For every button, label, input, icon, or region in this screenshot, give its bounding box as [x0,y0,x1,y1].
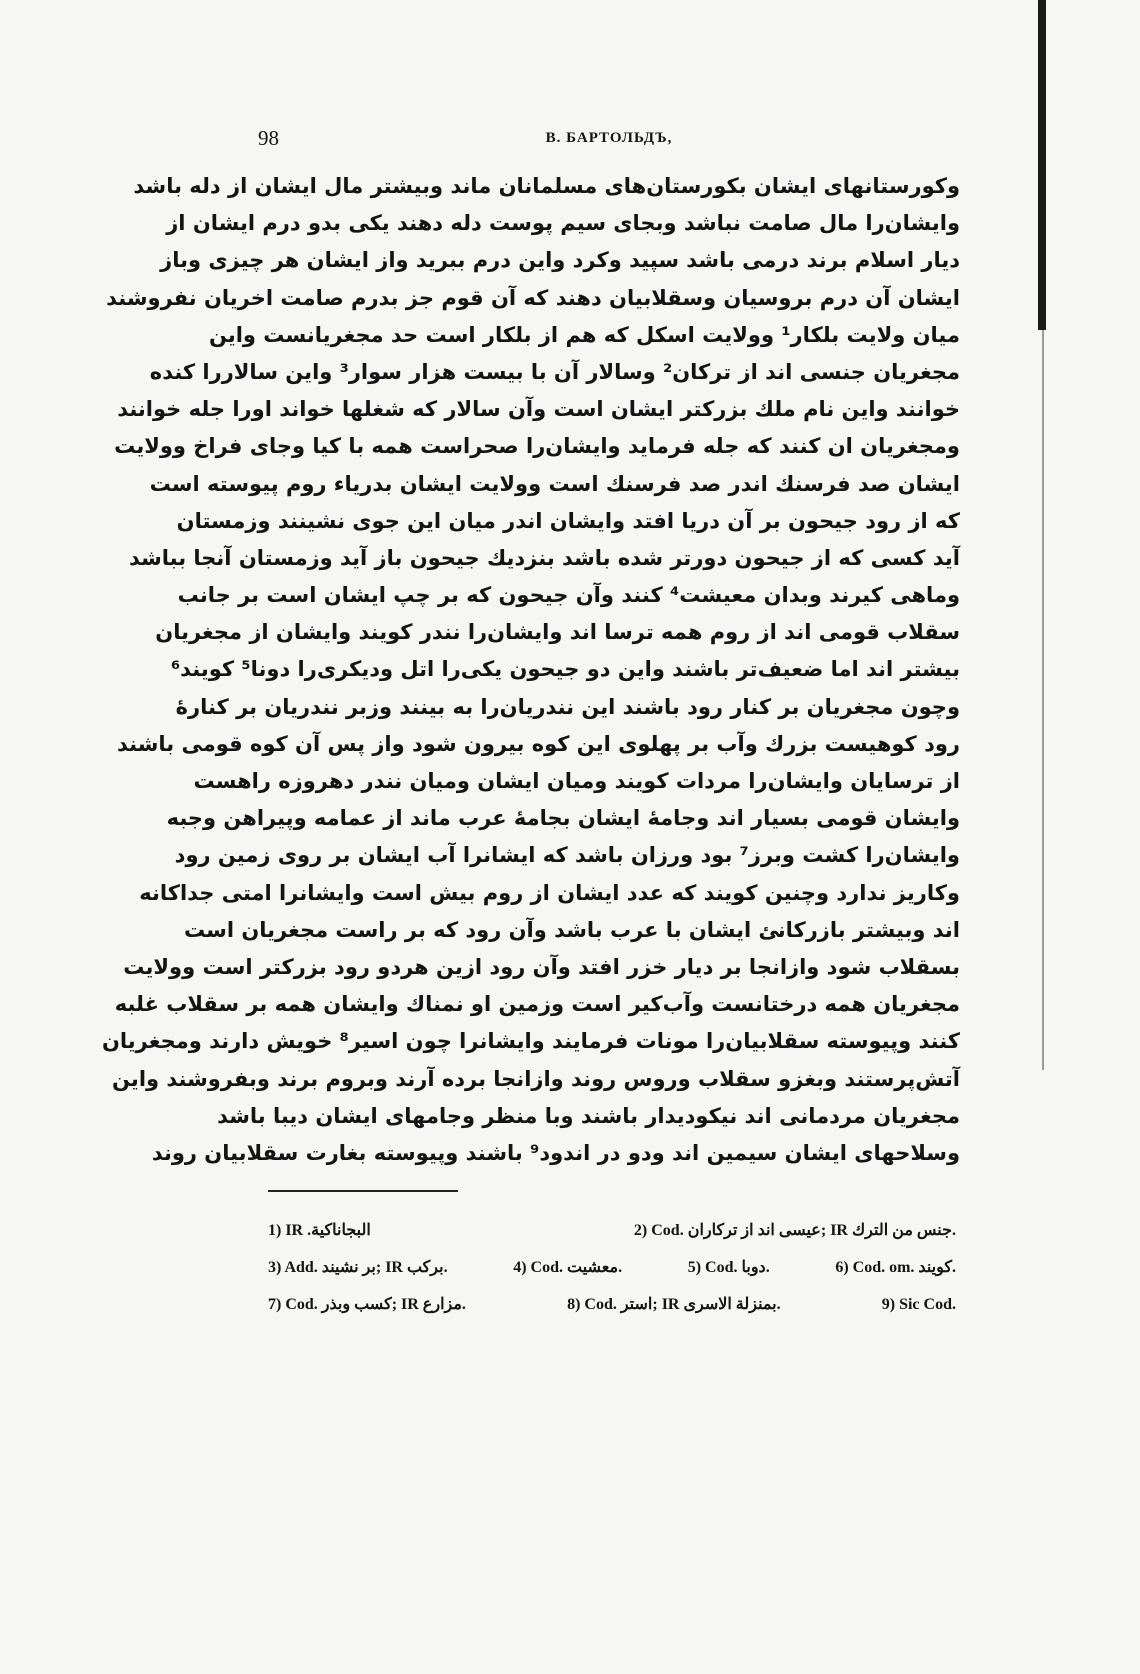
text-line: وچون مجغریان بر کنار رود باشند این نندریان‌را به بینند وزبر نندریان بر کنارهٔ [175,694,960,719]
text-line: وسلاحهای ایشان سیمین اند ودو در اندود⁹ باشند وپیوسته بغارت سقلابیان روند [151,1140,960,1165]
text-line: ایشان آن درم بروسیان وسقلابیان دهند که آن قوم جز بدرم صامت اخریان نفروشند [106,285,960,310]
footnotes [268,1212,956,1323]
footnote-row [268,1212,956,1249]
footnote: 6) Cod. om. ‎کویند. [835,1259,956,1276]
text-line: دیار اسلام برند درمی باشد سپید وکرد واین درم ببرید واز ایشان هر چیزی وباز [160,248,960,273]
footnote: 5) Cod. ‎دوبا. [687,1259,770,1276]
text-line: وکاریز ندارد وچنین کویند که عدد ایشان از روم بیش است وایشانرا امتی جداکانه [139,880,960,905]
scan-edge-line [1042,330,1044,1070]
text-line: وایشان‌را مال صامت نباشد وبجای سیم پوست دله دهند یکی بدو درم ایشان از [166,211,960,236]
footnote: 4) Cod. ‎معشیت. [513,1259,623,1276]
body-text [101,168,960,1172]
footnote-row [268,1286,956,1323]
text-line: آید کسی که از جیحون دورتر شده باشد بنزدیك جیحون باز آید وزمستان آنجا بباشد [128,545,960,570]
text-line: خوانند واین نام ملك بزرکتر ایشان است وآن سالار که شغلها خواند اورا جله خوانند [117,397,960,422]
text-line: اند وبیشتر بازرکانئ ایشان با عرب باشد وآن رود که بر راست مجغریان است [183,917,960,942]
text-line: سقلاب قومی اند از روم همه ترسا اند وایشان‌را نندر کویند وایشان از مجغریان [155,620,960,645]
text-line: وایشان قومی بسیار اند وجامهٔ ایشان بجامهٔ عرب ماند از عمامه وپیراهن وجبه [166,806,960,831]
footnote: 2) Cod. ‎عیسی اند از ترکاران; IR ‎جنس من الترك. [633,1222,956,1239]
text-line: مجغریان جنسی اند از ترکان² وسالار آن با بیست هزار سوار³ واین سالاررا کنده [149,359,960,384]
footnote: 8) Cod. ‎استر; IR ‎بمنزلة الاسری. [567,1296,781,1313]
text-line: مجغریان مردمانی اند نیکودیدار باشند وبا منظر وجامهای ایشان دیبا باشد [217,1103,960,1128]
text-line: رود کوهیست بزرك وآب بر پهلوی این کوه بیرون شود واز پس آن کوه قومی باشند [117,731,960,756]
footnote: 3) Add. ‎بر نشیند; IR ‎برکب. [268,1259,448,1276]
running-head: В. БАРТОЛЬДЪ, [545,130,673,146]
footnote-row [268,1249,956,1286]
page-header [258,126,960,156]
footnote-rule [268,1190,458,1192]
text-line: میان ولایت بلکار¹ وولایت اسکل که هم از بلکار است حد مجغریانست واین [208,322,960,347]
footnote: 9) Sic Cod. [881,1296,956,1313]
text-line: وماهی کیرند وبدان معیشت⁴ کنند وآن جیحون که بر چپ ایشان است بر جانب [177,583,960,608]
footnote: 7) Cod. ‎کسب وبذر; IR ‎مزارع. [268,1296,466,1313]
text-line: آتش‌پرستند وبغزو سقلاب وروس روند وازانجا برده آرند وبروم برند وبفروشند واین [112,1066,960,1091]
text-line: مجغریان همه درختانست وآب‌کیر است وزمین او نمناك وایشان همه بر سقلاب غلبه [114,992,960,1017]
text-line: وایشان‌را کشت وبرز⁷ بود ورزان باشد که ایشانرا آب ایشان بر روی زمین رود [174,843,960,868]
scan-edge-bar [1038,0,1046,330]
text-line: وکورستانهای ایشان بکورستان‌های مسلمانان ماند وبیشتر مال ایشان از دله باشد [133,174,960,198]
text-line: بیشتر اند اما ضعیف‌تر باشند واین دو جیحون یکی‌را اتل ودیکری‌را دونا⁵ کویند⁶ [170,657,960,682]
text-line: که از رود جیحون بر آن دریا افتد وایشان اندر میان این جوی نشینند وزمستان [176,508,960,533]
text-line: کنند وپیوسته سقلابیان‌را مونات فرمایند وایشانرا چون اسیر⁸ خویش دارند ومجغریان [101,1029,960,1054]
text-line: بسقلاب شود وازانجا بر دیار خزر افتد وآن رود ازین هردو رود بزرکتر است وولایت [123,954,960,979]
page-number: 98 [258,126,279,150]
footnote: 1) IR ‎.البجاناكية [268,1222,371,1239]
text-line: از ترسایان وایشان‌را مردات کویند ومیان ایشان ومیان نندر دهروزه راهست [193,769,960,793]
text-line: ومجغریان ان کنند که جله فرماید وایشان‌را صحراست همه با کیا وجای فراخ وولایت [114,434,960,459]
text-line: ایشان صد فرسنك اندر صد فرسنك است وولایت ایشان بدریاء روم پیوسته است [149,471,960,496]
